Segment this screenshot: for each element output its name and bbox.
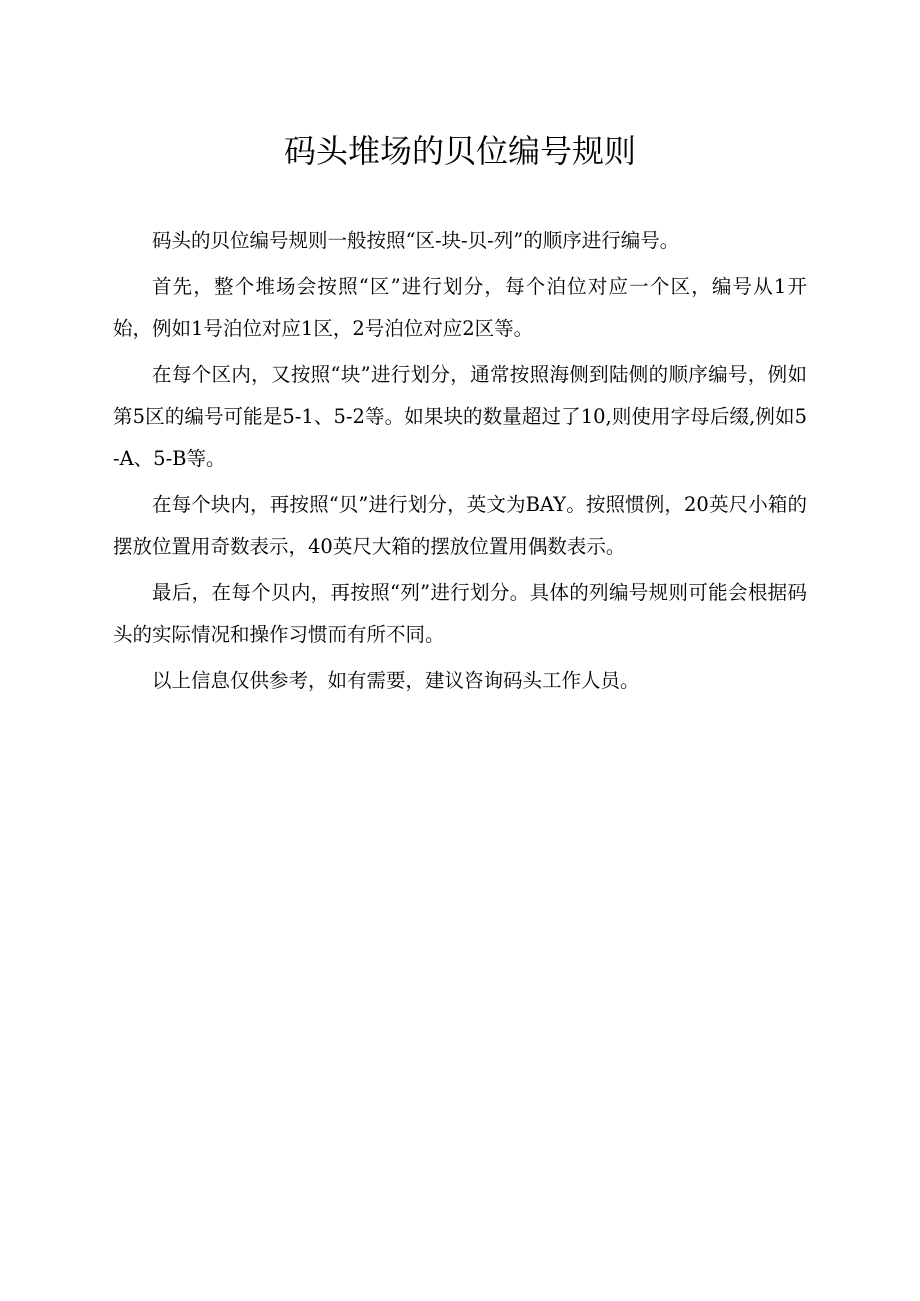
paragraph-zone-division: 首先，整个堆场会按照“区”进行划分，每个泊位对应一个区，编号从1开始，例如1号泊位对应1区，2号泊位对应2区等。 (113, 275, 807, 340)
paragraph-bay-division: 在每个块内，再按照“贝”进行划分，英文为BAY。按照惯例，20英尺小箱的摆放位置用奇数表示，40英尺大箱的摆放位置用偶数表示。 (113, 493, 807, 558)
document-body (113, 220, 807, 706)
paragraph-row-division: 最后，在每个贝内，再按照“列”进行划分。具体的列编号规则可能会根据码头的实际情况和操作习惯而有所不同。 (113, 581, 807, 646)
paragraph-disclaimer: 以上信息仅供参考，如有需要，建议咨询码头工作人员。 (152, 669, 640, 692)
document-title: 码头堆场的贝位编号规则 (283, 132, 636, 170)
paragraph-numbering-order: 码头的贝位编号规则一般按照“区-块-贝-列”的顺序进行编号。 (152, 229, 680, 252)
paragraph-block-division: 在每个区内，又按照“块”进行划分，通常按照海侧到陆侧的顺序编号，例如第5区的编号可能是5-1、5-2等。如果块的数量超过了10,则使用字母后缀,例如5-A、5-B等。 (113, 363, 807, 470)
